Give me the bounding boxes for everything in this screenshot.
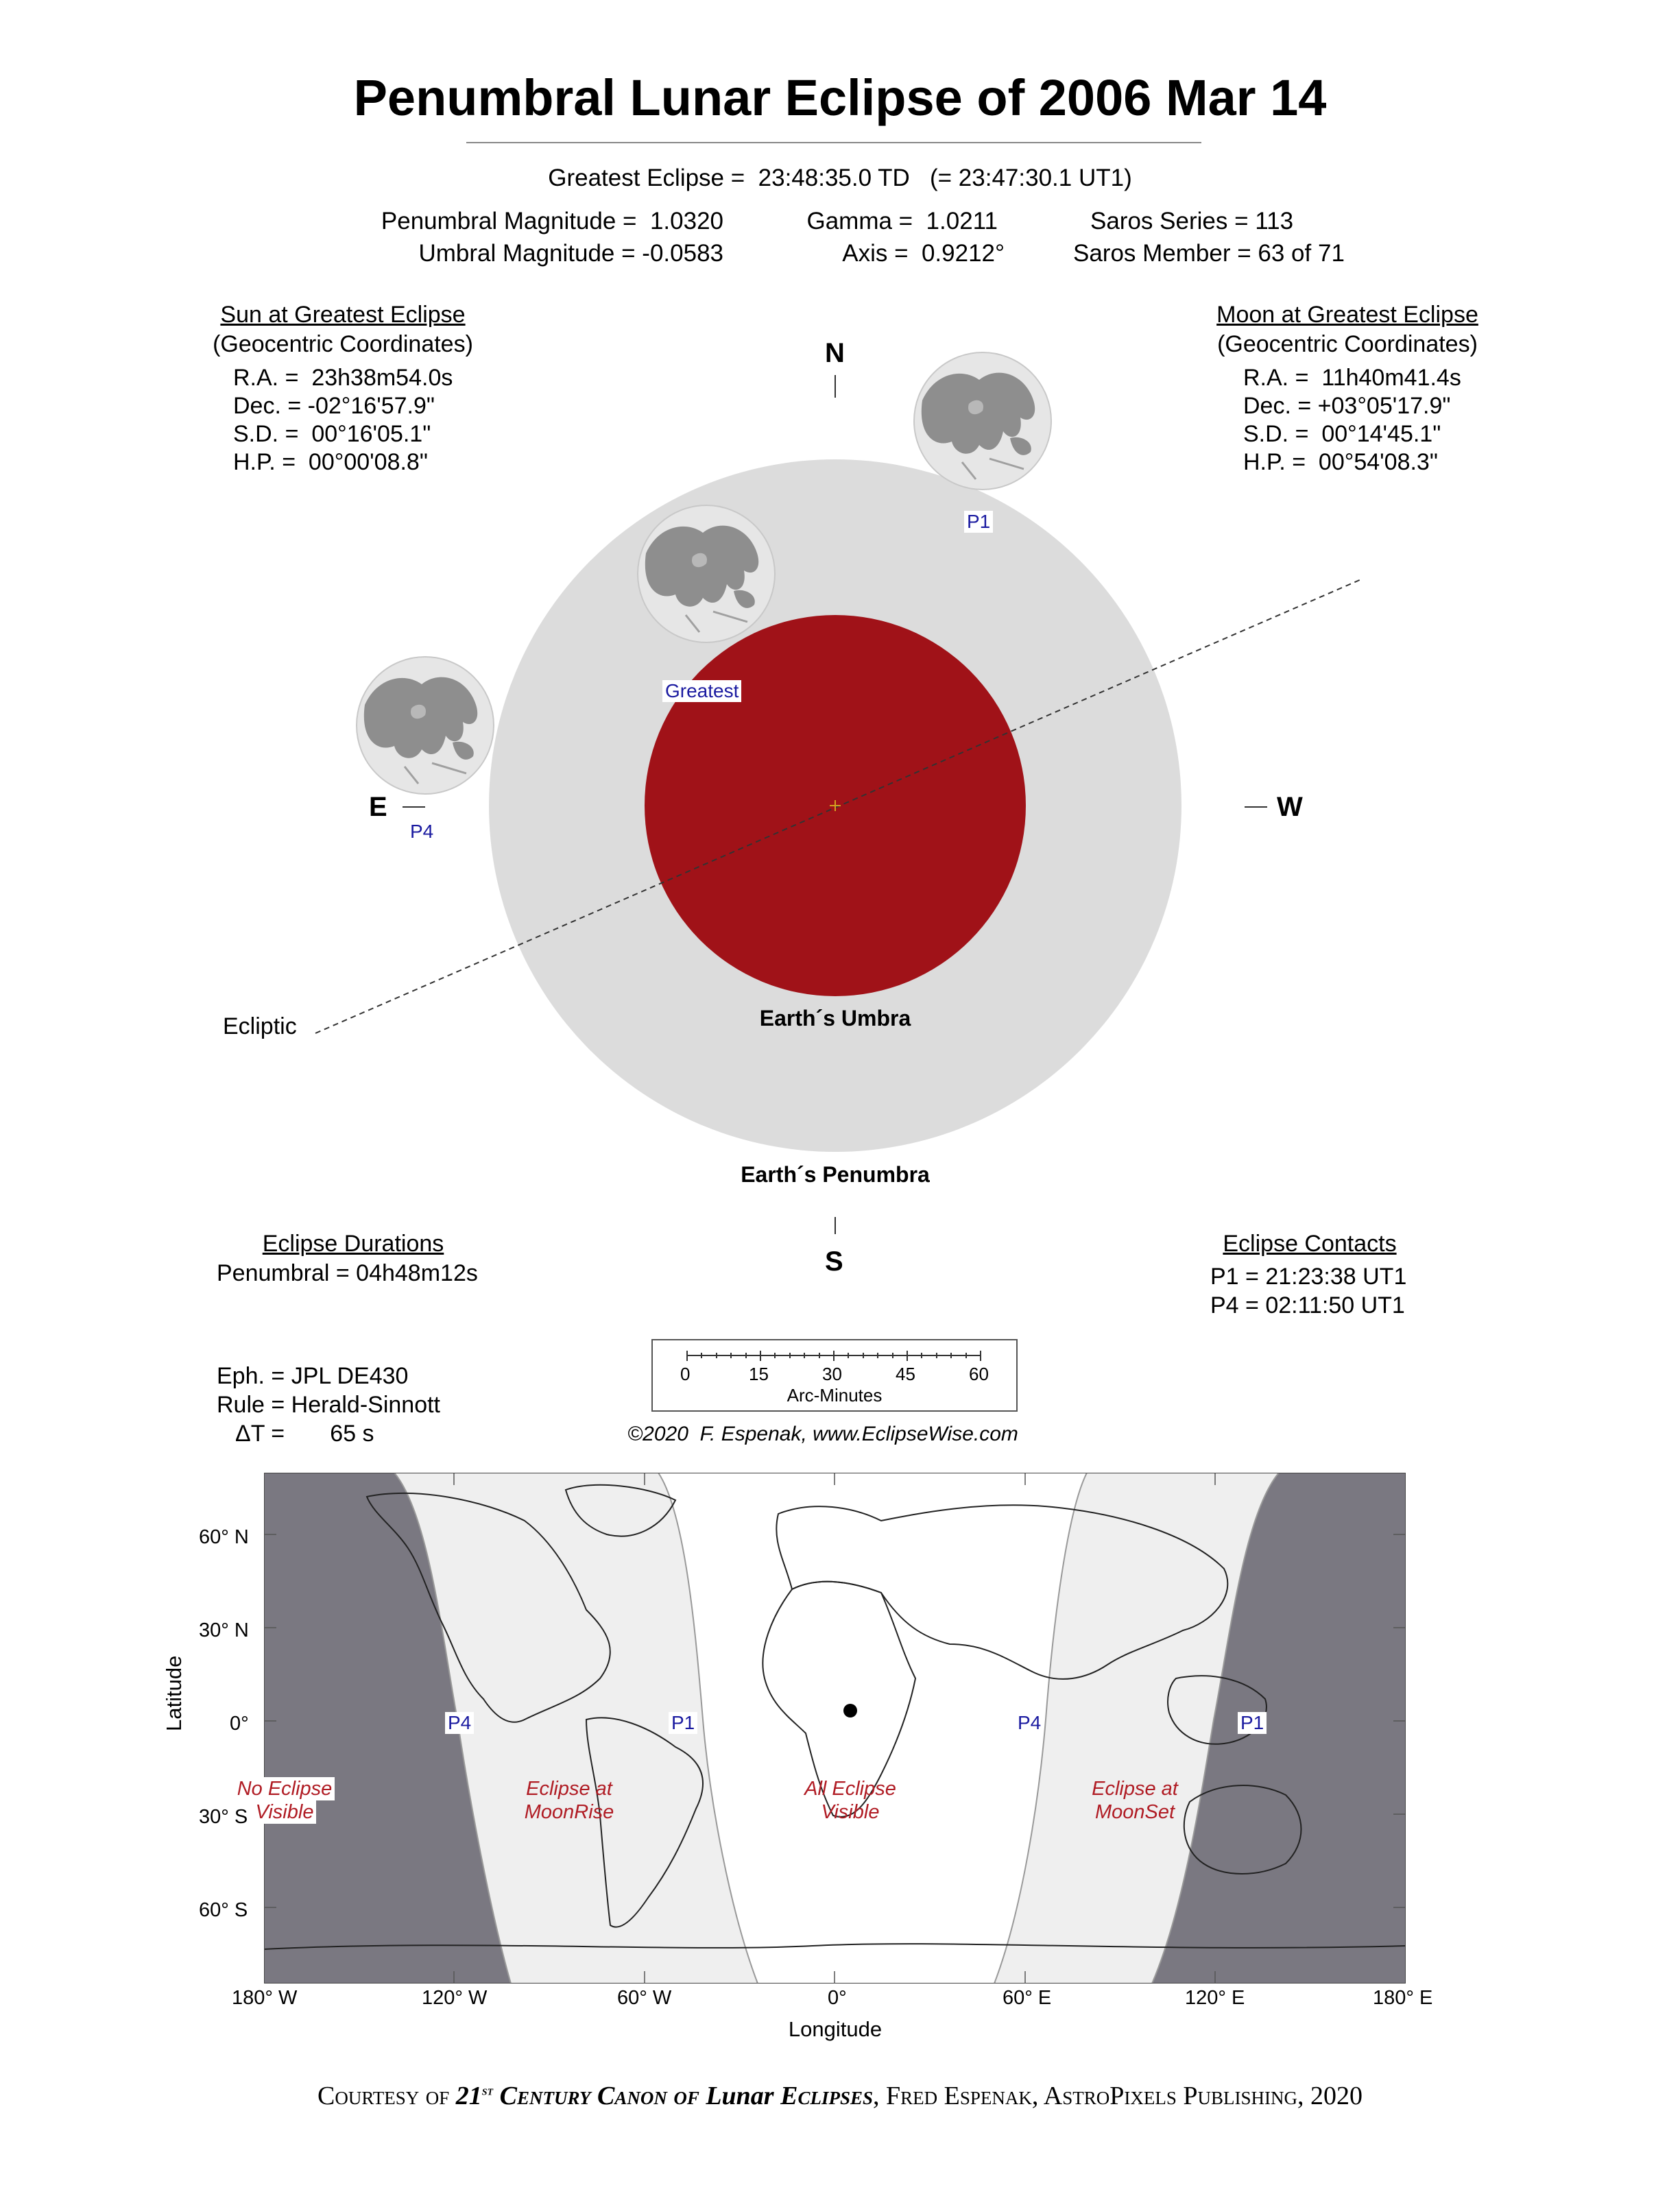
moon-p1 (914, 352, 1051, 490)
moon-ra: R.A. = 11h40m41.4s (1243, 365, 1461, 391)
no-eclipse-line1: No Eclipse (235, 1777, 335, 1800)
lon-180w: 180° W (232, 1987, 298, 2009)
p1-east-label: P1 (1238, 1712, 1267, 1734)
penumbral-duration: Penumbral = 04h48m12s (217, 1260, 478, 1286)
greatest-eclipse-point (843, 1704, 857, 1717)
contact-p4: P4 = 02:11:50 UT1 (1210, 1292, 1405, 1318)
moonrise-label (507, 1777, 631, 1824)
durations-heading: Eclipse Durations (262, 1231, 444, 1257)
all-visible-label (789, 1777, 912, 1824)
map-ylabel: Latitude (162, 1655, 186, 1731)
umbra-label: Earth´s Umbra (759, 1006, 911, 1030)
lon-120e: 120° E (1185, 1987, 1245, 2009)
moon-subheading: (Geocentric Coordinates) (1217, 331, 1478, 357)
map-xlabel: Longitude (788, 2017, 883, 2041)
p4-diagram-label: P4 (410, 821, 434, 842)
penumbral-magnitude: Penumbral Magnitude = 1.0320 (381, 208, 723, 234)
moon-dec: Dec. = +03°05'17.9" (1243, 393, 1451, 419)
footer-d: Century Canon of (493, 2082, 706, 2110)
sun-hp: H.P. = 00°00'08.8" (233, 449, 428, 475)
moon-hp: H.P. = 00°54'08.3" (1243, 449, 1438, 475)
sun-ra: R.A. = 23h38m54.0s (233, 365, 453, 391)
umbral-magnitude: Umbral Magnitude = -0.0583 (418, 240, 723, 267)
south-label: S (825, 1246, 843, 1277)
sun-subheading: (Geocentric Coordinates) (213, 331, 473, 357)
p4-east-label: P4 (1015, 1712, 1044, 1734)
saros-series: Saros Series = 113 (1090, 208, 1294, 234)
scale-bar (651, 1339, 1018, 1412)
footer-b: 21 (455, 2082, 482, 2110)
gamma-value: Gamma = 1.0211 (806, 208, 998, 234)
delta-t: ΔT = 65 s (235, 1421, 374, 1447)
saros-member: Saros Member = 63 of 71 (1073, 240, 1345, 267)
moon-heading: Moon at Greatest Eclipse (1216, 302, 1478, 328)
footer-f: Eclipses (773, 2082, 873, 2110)
lon-120w: 120° W (422, 1987, 488, 2009)
lat-60n: 60° N (199, 1526, 249, 1548)
scale-tick-60: 60 (969, 1364, 989, 1384)
lat-0: 0° (230, 1713, 249, 1735)
sun-dec: Dec. = -02°16'57.9" (233, 393, 435, 419)
p4-west-label: P4 (445, 1712, 474, 1734)
scale-tick-45: 45 (896, 1364, 915, 1384)
footer-g: , Fred Espenak, AstroPixels Publishing, 2020 (873, 2082, 1363, 2110)
scale-tick-15: 15 (749, 1364, 769, 1384)
lon-0: 0° (828, 1987, 847, 2009)
ecliptic-label: Ecliptic (223, 1013, 297, 1039)
page-title: Penumbral Lunar Eclipse of 2006 Mar 14 (353, 69, 1327, 126)
p1-diagram-label: P1 (964, 511, 993, 533)
moonset-label (1073, 1777, 1197, 1824)
moonset-line2: MoonSet (1094, 1801, 1175, 1823)
lat-30s: 30° S (199, 1806, 248, 1828)
greatest-eclipse-time: Greatest Eclipse = 23:48:35.0 TD (= 23:47:30.1 UT1) (548, 165, 1132, 191)
ephemeris: Eph. = JPL DE430 (217, 1363, 409, 1389)
footer-a: Courtesy of (317, 2082, 456, 2110)
scale-label: Arc-Minutes (787, 1385, 883, 1406)
all-visible-line2: Visible (821, 1801, 880, 1823)
sun-sd: S.D. = 00°16'05.1" (233, 421, 431, 447)
moon-p4 (357, 657, 494, 794)
lat-60s: 60° S (199, 1899, 248, 1921)
sun-heading: Sun at Greatest Eclipse (220, 302, 466, 328)
lon-60w: 60° W (617, 1987, 672, 2009)
lat-30n: 30° N (199, 1619, 249, 1641)
west-label: W (1277, 792, 1303, 822)
visibility-map (264, 1473, 1406, 1984)
scale-tick-0: 0 (680, 1364, 691, 1384)
contacts-heading: Eclipse Contacts (1223, 1231, 1397, 1257)
moonset-line1: Eclipse at (1092, 1778, 1178, 1800)
no-eclipse-line2: Visible (253, 1800, 317, 1824)
moon-greatest (638, 505, 775, 642)
scale-tick-30: 30 (822, 1364, 842, 1384)
moonrise-line1: Eclipse at (526, 1778, 612, 1800)
moon-sd: S.D. = 00°14'45.1" (1243, 421, 1441, 447)
greatest-label: Greatest (662, 680, 741, 702)
rule: Rule = Herald-Sinnott (217, 1392, 441, 1418)
axis-value: Axis = 0.9212° (842, 240, 1005, 267)
moonrise-line2: MoonRise (524, 1801, 614, 1823)
north-label: N (825, 338, 845, 368)
lon-180e: 180° E (1373, 1987, 1433, 2009)
east-label: E (369, 792, 387, 822)
no-eclipse-label (230, 1777, 339, 1824)
p1-west-label: P1 (669, 1712, 697, 1734)
all-visible-line1: All Eclipse (804, 1778, 896, 1800)
footer-credit (0, 2081, 1680, 2111)
penumbra-label: Earth´s Penumbra (741, 1162, 930, 1187)
credit: ©2020 F. Espenak, www.EclipseWise.com (627, 1423, 1018, 1445)
contact-p1: P1 = 21:23:38 UT1 (1210, 1264, 1407, 1290)
footer-c: st (481, 2083, 494, 2099)
lon-60e: 60° E (1003, 1987, 1052, 2009)
footer-e: Lunar (706, 2082, 774, 2110)
